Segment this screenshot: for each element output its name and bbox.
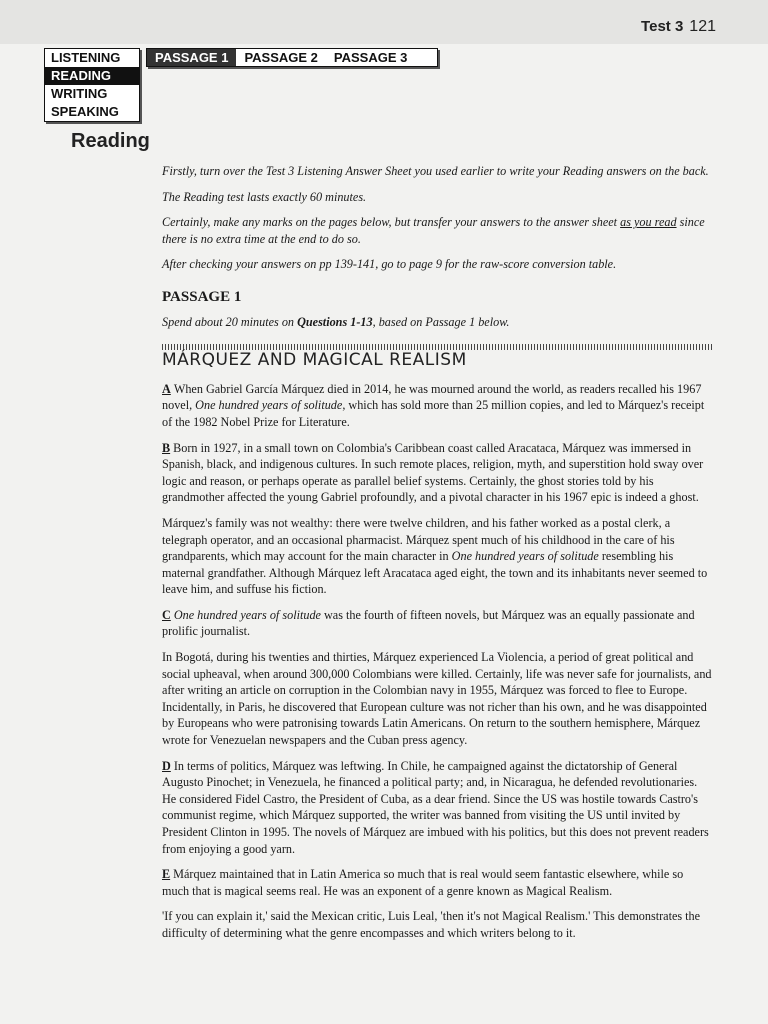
instruction-checking: After checking your answers on pp 139-141, go to page 9 for the raw-score conversion table.	[162, 257, 617, 272]
main-content	[162, 163, 712, 951]
section-menu-item-listening[interactable]: LISTENING	[51, 50, 121, 65]
article-paragraph	[162, 908, 712, 941]
article-paragraph	[162, 440, 712, 506]
paragraph-letter: C	[162, 607, 171, 622]
paragraph-letter: A	[162, 381, 171, 396]
article-paragraph	[162, 866, 712, 899]
book-title: One hundred years of solitude	[195, 398, 343, 413]
article-paragraph	[162, 607, 712, 640]
section-menu	[44, 48, 140, 122]
paragraph-letter: D	[162, 758, 171, 773]
instruction-transfer-end: since there is no extra time at the end to do so.	[162, 215, 705, 246]
page-identifier	[641, 18, 716, 36]
article-body	[162, 381, 712, 942]
paragraph-text: In terms of politics, Márquez was leftwing. In Chile, he campaigned against the dictatorship of General Augusto Pinochet; in Venezuela, he financed a political party; and, in Nicaragua, he defended revolutionaries. He considered Fidel Castro, the President of Cuba, as a dear friend. Since the US was hostile towards Castro's communist regime, which Márquez supported, the writer was banned from visiting the US until invited by President Clinton in 1995. The novels of Márquez are imbued with his politics, but this does not prevent readers from enjoying a good yarn.	[162, 758, 709, 856]
time-note-end: , based on Passage 1 below.	[372, 314, 510, 329]
instruction-duration: The Reading test lasts exactly 60 minutes.	[162, 189, 367, 204]
section-menu-item-speaking[interactable]: SPEAKING	[51, 104, 119, 119]
book-title: One hundred years of solitude	[451, 549, 599, 564]
time-note-questions: Questions 1-13	[297, 314, 373, 329]
paragraph-text: was the fourth of fifteen novels, but Márquez was an equally passionate and prolific journalist.	[162, 607, 695, 639]
instruction-transfer-emphasis: as you read	[620, 215, 677, 230]
article-paragraph	[162, 649, 712, 749]
section-menu-item-writing[interactable]: WRITING	[51, 86, 108, 101]
paragraph-text: resembling his maternal grandfather. Although Márquez left Aracataca aged eight, the town and its inhabitants never seemed to leave him, and suffuse his fiction.	[162, 549, 708, 597]
paragraph-text: Márquez maintained that in Latin America so much that is real would seem fantastic elsewhere, while so much that is magical seems real. He was an exponent of a genre known as Magical Realism.	[162, 867, 684, 898]
paragraph-text: In Bogotá, during his twenties and thirties, Márquez experienced La Violencia, a period of great political and social upheaval, when around 300,000 Colombians were killed. Certainly, life was never safe for journalists, and after writing an article on corruption in the Colombian navy in 1955, Márquez was forced to flee to Europe. Incidentally, in Paris, he discovered that European culture was not richer than his own, and he was disappointed by Europeans who were patronising towards Latin Americans. On return to the southern hemisphere, Márquez wrote for Venezuelan newspapers and the Cuban press agency.	[162, 650, 712, 748]
page-title: Reading	[71, 130, 150, 152]
paragraph-text: Márquez's family was not wealthy: there were twelve children, and his father worked as a postal clerk, a telegraph operator, and an occasional pharmacist. Márquez spent much of his childhood in the care of his grandparents, which may account for the main character in	[162, 515, 675, 564]
tab-passage-1[interactable]: PASSAGE 1	[147, 49, 236, 66]
paragraph-letter: E	[162, 867, 171, 882]
article-paragraph	[162, 758, 712, 858]
paragraph-text: 'If you can explain it,' said the Mexican critic, Luis Leal, 'then it's not Magical Realism.' This demonstrates the difficulty of determining what the genre encompasses and which writers belong to it.	[162, 909, 701, 940]
article-paragraph	[162, 381, 712, 431]
tab-passage-2[interactable]: PASSAGE 2	[244, 50, 318, 65]
article-paragraph	[162, 515, 712, 598]
section-menu-item-reading[interactable]: READING	[45, 67, 139, 85]
passage-time-note	[162, 314, 712, 331]
passage-tabs	[146, 48, 438, 67]
article-title: MÁRQUEZ AND MAGICAL REALISM	[162, 350, 467, 371]
tab-passage-3[interactable]: PASSAGE 3	[333, 50, 408, 65]
paragraph-text: , which has sold more than 25 million copies, and led to Márquez's receipt of the 1982 Nobel Prize for Literature.	[162, 398, 705, 429]
time-note-start: Spend about 20 minutes on	[162, 314, 298, 329]
book-title: One hundred years of solitude	[173, 607, 321, 622]
test-label: Test 3	[641, 18, 684, 35]
instruction-answer-sheet: Firstly, turn over the Test 3 Listening Answer Sheet you used earlier to write your Reading answers on the back.	[162, 164, 709, 178]
instruction-transfer-start: Certainly, make any marks on the pages below, but transfer your answers to the answer sheet	[162, 215, 621, 230]
paragraph-text: Born in 1927, in a small town on Colombia's Caribbean coast called Aracataca, Márquez was immersed in Spanish, black, and indigenous cultures. In such remote places, religion, myth, and superstition hold sway over logic and reason, or perhaps operate as parallel belief systems. Certainly, the ghost stories told by his grandmother affected the young Gabriel profoundly, and a pivotal character in his 1967 epic is indeed a ghost.	[162, 440, 704, 505]
page-number: 121	[689, 18, 716, 35]
paragraph-text: When Gabriel García Márquez died in 2014, he was mourned around the world, as readers recalled his 1967 novel,	[162, 381, 702, 413]
paragraph-letter: B	[162, 440, 171, 455]
passage-heading: PASSAGE 1	[162, 288, 242, 305]
instruction-transfer	[162, 214, 712, 247]
